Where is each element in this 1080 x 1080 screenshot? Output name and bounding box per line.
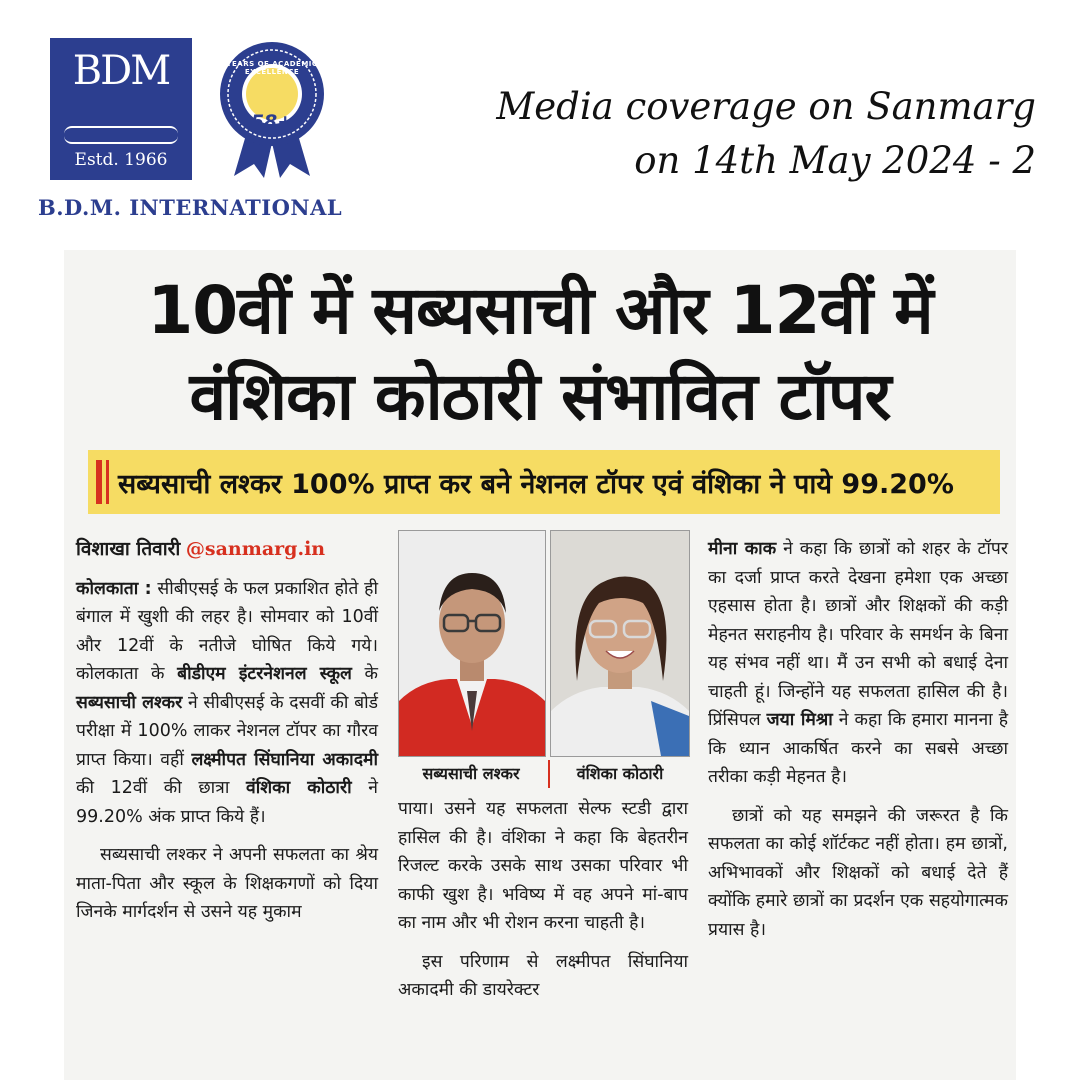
paragraph: छात्रों को यह समझने की जरूरत है कि सफलता का कोई शॉर्टकट नहीं होता। हम छात्रों, अभिभावकों और शिक्षकों को बधाई देते हैं क्योंकि हमारे छात्रों का प्रदर्शन एक सहयोगात्मक प्रयास है। <box>708 805 1008 940</box>
bold-text: लक्ष्मीपत सिंघानिया अकादमी <box>191 749 379 770</box>
photo-captions <box>398 760 688 788</box>
logo-monogram: BDM <box>72 48 170 94</box>
title-line-1: Media coverage on Sanmarg <box>496 85 1036 128</box>
newspaper-clipping <box>64 250 1016 1080</box>
byline-author: विशाखा तिवारी <box>76 538 181 560</box>
badge-icon <box>218 38 326 178</box>
student-photo-vanshika <box>550 530 690 757</box>
badge-caption: YEARS OF ACADEMIC EXCELLENCE <box>226 60 318 76</box>
bold-text: बीडीएम इंटरनेशनल स्कूल <box>177 664 352 684</box>
bold-text: वंशिका कोठारी <box>246 778 352 798</box>
badge-number: 58+ <box>250 111 294 133</box>
bold-text: मीना काक <box>708 539 777 559</box>
page-title <box>396 80 1036 188</box>
student-portrait-icon <box>399 531 545 756</box>
article-column-1 <box>76 535 378 937</box>
byline <box>76 535 378 565</box>
text-run: ने 99.20% अंक प्राप्त किये हैं। <box>76 778 379 827</box>
caption-vanshika: वंशिका कोठारी <box>548 760 690 788</box>
text-run: ने सीबीएसई के दसवीं की बोर्ड परीक्षा में 100% लाकर नेशनल टॉपर का गौरव प्राप्त किया। वहीं <box>76 692 378 770</box>
bold-text: सब्यसाची लश्कर <box>76 692 183 713</box>
title-line-2: on 14th May 2024 - 2 <box>634 139 1036 182</box>
caption-sabyasachi: सब्यसाची लश्कर <box>422 764 520 783</box>
text-run: ने कहा कि हमारा मानना है कि ध्यान आकर्षित करने का सबसे अच्छा तरीका कड़ी मेहनत है। <box>708 710 1008 787</box>
subhead-accent-bar <box>96 460 102 504</box>
excellence-badge <box>218 38 326 178</box>
student-photo-sabyasachi <box>398 530 546 757</box>
paragraph: सब्यसाची लश्कर ने अपनी सफलता का श्रेय माता-पिता और स्कूल के शिक्षकगणों को दिया जिनके मार्गदर्शन से उसने यह मुकाम <box>76 845 378 922</box>
headline-line-2: वंशिका कोठारी संभावित टॉपर <box>189 358 891 435</box>
paragraph: इस परिणाम से लक्ष्मीपत सिंघानिया अकादमी की डायरेक्टर <box>398 951 688 1000</box>
subhead-accent-bar <box>106 460 109 504</box>
logo-motto-ribbon <box>64 126 178 144</box>
text-run: की 12वीं की छात्रा <box>76 778 246 798</box>
bold-text: जया मिश्रा <box>766 710 833 730</box>
text-run: के <box>351 664 378 684</box>
article-column-2 <box>398 795 688 1015</box>
text-run: ने कहा कि छात्रों को शहर के टॉपर का दर्जा प्राप्त करते देखना हमेशा एक अच्छा एहसास होता है। छात्रों और शिक्षकों की कड़ी मेहनत सराहनीय है। परिवार के समर्थन के बिना यह संभव नहीं था। मैं उन सभी को बधाई देना चाहती हूं। जिन्होंने यह सफलता हासिल की है। प्रिंसिपल <box>708 539 1009 730</box>
headline-line-1: 10वीं में सब्यसाची और 12वीं में <box>147 272 933 349</box>
paragraph <box>708 535 1008 792</box>
article-subheadline <box>88 450 1000 514</box>
school-name: B.D.M. INTERNATIONAL <box>38 195 343 220</box>
dateline: कोलकाता : <box>76 578 152 599</box>
school-logo <box>50 38 192 180</box>
student-portrait-icon <box>551 531 689 756</box>
paragraph: पाया। उसने यह सफलता सेल्फ स्टडी द्वारा हासिल की है। वंशिका ने कहा कि बेहतरीन रिजल्ट करके उसके साथ उसका परिवार भी काफी खुश है। भविष्य में वह अपने मां-बाप का नाम और भी रोशन करना चाहती है। <box>398 799 688 933</box>
logo-established: Estd. 1966 <box>74 150 168 170</box>
article-column-3 <box>708 535 1008 954</box>
subhead-text: सब्यसाची लश्कर 100% प्राप्त कर बने नेशनल टॉपर एवं वंशिका ने पाये 99.20% <box>118 469 954 500</box>
paragraph <box>76 575 378 832</box>
byline-handle: @sanmarg.in <box>185 538 326 560</box>
article-headline <box>64 268 1016 440</box>
text-run: सीबीएसई के फल प्रकाशित होते ही बंगाल में खुशी की लहर है। सोमवार को 10वीं और 12वीं के नतीजे घोषित किये गये। कोलकाता के <box>76 578 378 684</box>
